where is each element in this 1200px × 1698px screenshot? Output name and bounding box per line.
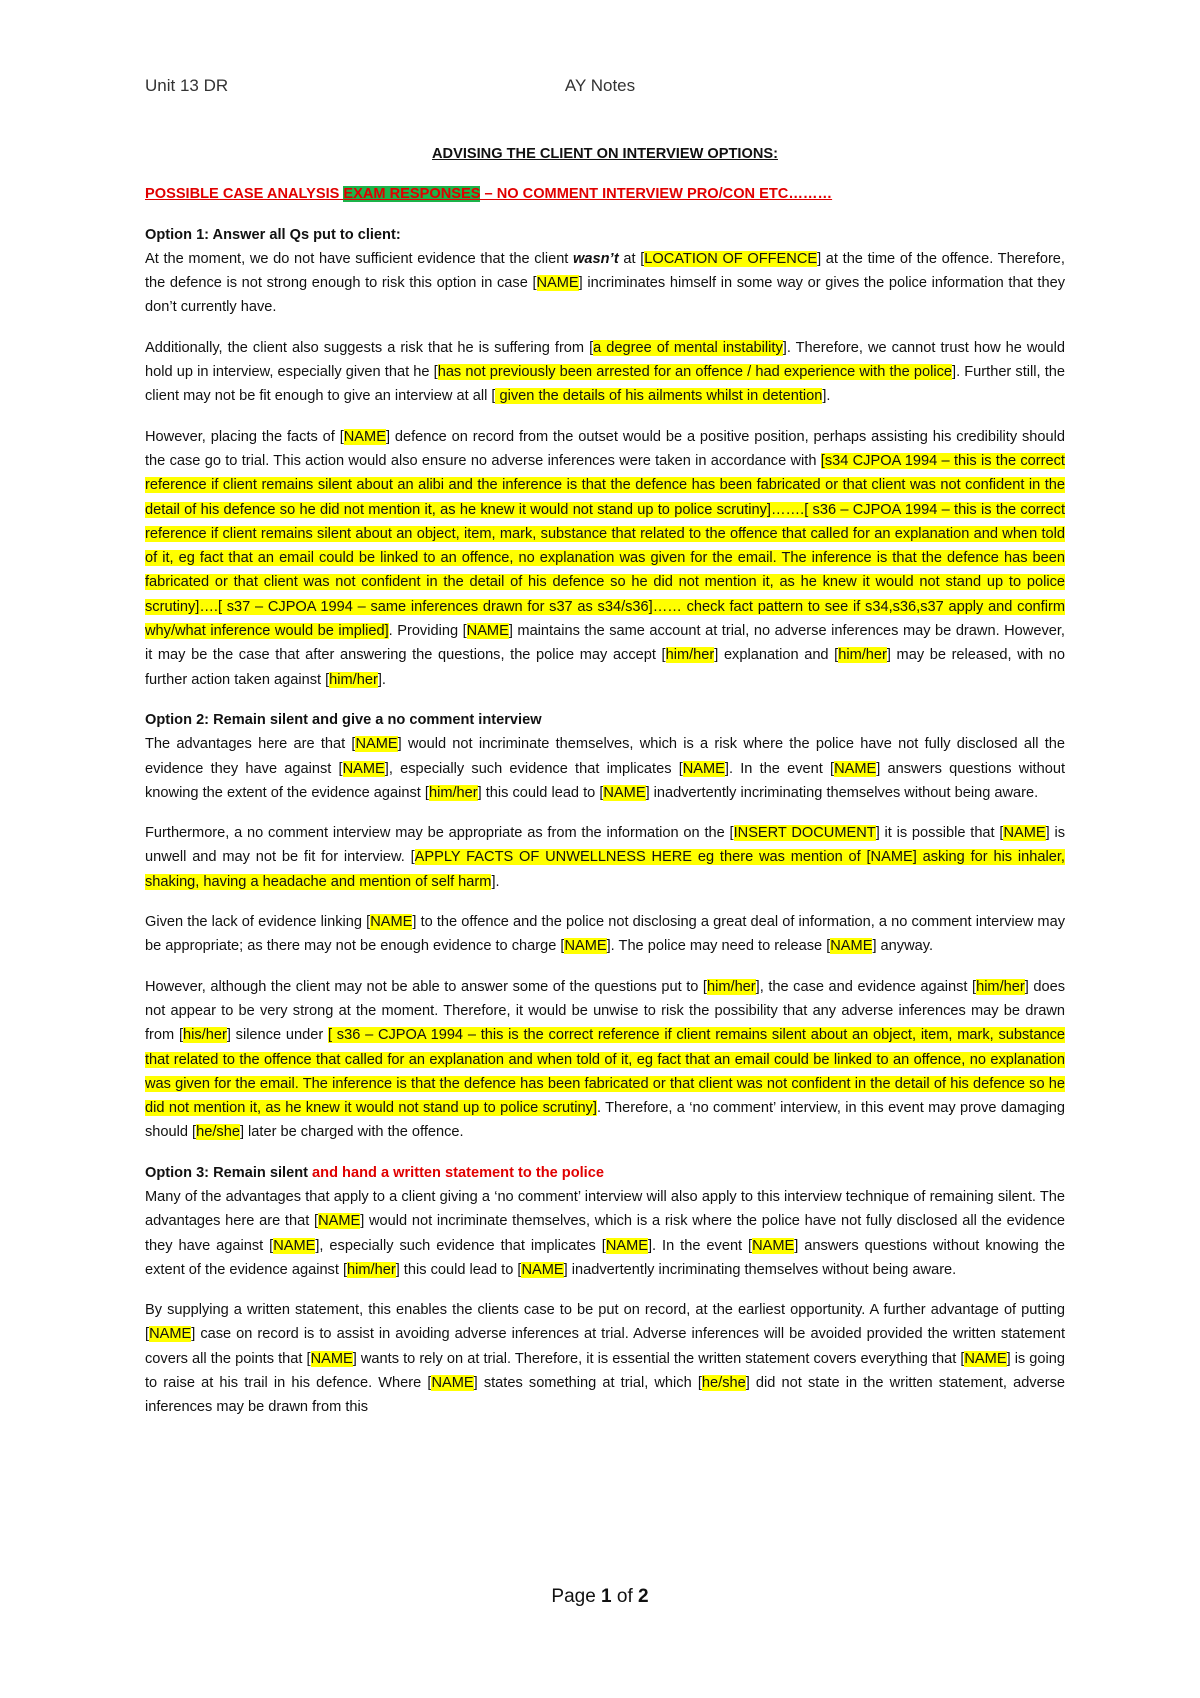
placeholder-highlight: him/her	[329, 671, 378, 688]
placeholder-highlight: him/her	[707, 978, 756, 995]
text: ] answers questions without knowing the extent of the evidence against [	[145, 1237, 1065, 1278]
text: By supplying a written statement, this enables the clients case to be put on record, at the earliest opportunity. A further advantage of putting [	[145, 1302, 1065, 1343]
statute-highlight: [s34 CJPOA 1994 – this is the correct reference if client remains silent about an alibi and the inference is that the defence has been fabricated or that client was not confident in the detail of his defence so he did not mention it, as he knew it would not stand up to police scrutiny]…….[ s36 – CJPOA 1994 – this is the correct reference if client remains silent about an object, item, mark, substance that related to the offence that called for an explanation and when told of it, eg fact that an email could be linked to an offence, no explanation was given for the email. The inference is that the defence has been fabricated or that client was not confident in the detail of his defence so he did not mention it, as he knew it would not stand up to police scrutiny]….[ s37 – CJPOA 1994 – same inferences drawn for s37 as s34/s36]…… check fact pattern to see if s34,s36,s37 apply and confirm why/what inference would be implied]	[145, 452, 1065, 640]
subtitle-part: POSSIBLE CASE ANALYSIS	[145, 186, 344, 203]
text: ] this could lead to [	[395, 1261, 522, 1278]
placeholder-highlight: NAME	[342, 760, 385, 777]
text: ] wants to rely on at trial. Therefore, it is essential the written statement covers everything that [	[352, 1350, 965, 1367]
footer-page-total: 2	[638, 1586, 649, 1607]
option2-para1	[145, 708, 1065, 805]
placeholder-highlight: NAME	[536, 275, 579, 292]
placeholder-highlight: he/she	[701, 1375, 746, 1392]
placeholder-highlight: his/her	[183, 1027, 227, 1044]
option3-heading-red: and hand a written statement to the police	[307, 1164, 604, 1181]
text: ] later be charged with the offence.	[239, 1124, 464, 1141]
placeholder-highlight: NAME	[273, 1237, 316, 1254]
option1-para1	[145, 223, 1065, 320]
placeholder-highlight: NAME	[466, 623, 509, 640]
placeholder-highlight: INSERT DOCUMENT	[733, 825, 876, 842]
placeholder-highlight: him/her	[976, 978, 1025, 995]
placeholder-highlight: LOCATION OF OFFENCE	[644, 250, 818, 267]
placeholder-highlight: NAME	[370, 914, 413, 931]
text: ], the case and evidence against [	[755, 978, 977, 995]
text: ] is unwell and may not be fit for interview. [	[145, 825, 1066, 866]
text: ] it is possible that [	[875, 825, 1004, 842]
placeholder-highlight: him/her	[428, 784, 478, 801]
placeholder-highlight: APPLY FACTS OF UNWELLNESS HERE eg there was mention of [NAME] asking for his inhaler, shaking, having a headache and mention of self harm	[145, 849, 1065, 890]
text: ] states something at trial, which [	[473, 1375, 702, 1392]
option1-heading: Option 1: Answer all Qs put to client:	[145, 226, 401, 243]
option3-heading-main: Option 3: Remain silent	[145, 1164, 308, 1181]
text: ] case on record is to assist in avoiding adverse inferences at trial. Adverse inferences will be avoided provided the written statement covers all the points that [	[145, 1326, 1065, 1367]
placeholder-highlight: NAME	[521, 1261, 564, 1278]
text: ] silence under	[226, 1027, 328, 1044]
text: ] maintains the same account at trial, no adverse inferences may be drawn. However, it may be the case that after answering the questions, the police may accept [	[145, 623, 1065, 664]
placeholder-highlight: NAME	[310, 1350, 353, 1367]
text: ]. In the event [	[724, 760, 835, 777]
subtitle-highlight: EXAM RESPONSES	[343, 186, 481, 203]
text: ] answers questions without knowing the extent of the evidence against [	[145, 760, 1066, 801]
footer-page-number: 1	[601, 1586, 612, 1607]
placeholder-highlight: NAME	[343, 428, 386, 445]
text: Furthermore, a no comment interview may be appropriate as from the information on the [	[145, 825, 734, 842]
placeholder-highlight: him/her	[665, 647, 715, 664]
text: ] this could lead to [	[477, 784, 604, 801]
placeholder-highlight: NAME	[830, 938, 873, 955]
text: ] may be released, with no further action taken against [	[145, 647, 1065, 688]
placeholder-highlight: NAME	[834, 760, 877, 777]
placeholder-highlight: NAME	[431, 1375, 474, 1392]
placeholder-highlight: given the details of his ailments whilst in detention	[495, 388, 823, 405]
text: At the moment, we do not have sufficient evidence that the client	[145, 250, 574, 267]
option3-heading	[145, 1165, 604, 1181]
page-footer	[0, 1586, 1200, 1608]
option2-para3	[145, 910, 1065, 959]
option2-para2	[145, 821, 1065, 894]
placeholder-highlight: NAME	[564, 938, 607, 955]
text: ], especially such evidence that implicates [	[315, 1237, 606, 1254]
placeholder-highlight: NAME	[605, 1237, 648, 1254]
option1-para2	[145, 336, 1065, 409]
page-header	[145, 76, 1055, 100]
text: ].	[377, 671, 386, 688]
placeholder-highlight: NAME	[752, 1237, 795, 1254]
text: ] anyway.	[872, 938, 933, 955]
text: ] to the offence and the police not disclosing a great deal of information, a no comment interview may be appropriate; as there may not be enough evidence to charge [	[145, 914, 1065, 955]
text: ] at the time of the offence. Therefore, the defence is not strong enough to risk this option in case [	[145, 250, 1065, 292]
text: ] is going to raise at his trail in his defence. Where [	[145, 1350, 1066, 1392]
emphasis: wasn’t	[573, 250, 619, 267]
placeholder-highlight: NAME	[355, 736, 398, 753]
text: ]. The police may need to release [	[606, 938, 831, 955]
header-unit: Unit 13 DR	[145, 76, 229, 95]
option3-para1	[145, 1161, 1065, 1282]
text: . Providing [	[388, 623, 467, 640]
option1-para3	[145, 425, 1065, 692]
option2-para4	[145, 975, 1065, 1145]
text: Many of the advantages that apply to a client giving a ‘no comment’ interview will also apply to this interview technique of remaining silent. The advantages here are that [	[145, 1188, 1065, 1230]
footer-page-label: Page	[551, 1586, 602, 1607]
text: ].	[822, 388, 831, 405]
document-subtitle	[145, 182, 1065, 206]
placeholder-highlight: him/her	[347, 1261, 396, 1278]
text: ], especially such evidence that implicates [	[384, 760, 683, 777]
text: ]. In the event [	[647, 1237, 753, 1254]
document-title: ADVISING THE CLIENT ON INTERVIEW OPTIONS:	[432, 146, 778, 162]
text: The advantages here are that [	[145, 736, 356, 753]
text: ] does not appear to be very strong at the moment. Therefore, it would be unwise to risk the possibility that any adverse inferences may be drawn from [	[145, 978, 1065, 1044]
text: at [	[618, 250, 645, 267]
text: However, although the client may not be able to answer some of the questions put to [	[145, 978, 707, 995]
placeholder-highlight: he/she	[196, 1124, 240, 1141]
option2-heading: Option 2: Remain silent and give a no comment interview	[145, 711, 542, 728]
text: ] incriminates himself in some way or gives the police information that they don’t currently have.	[145, 275, 1065, 316]
placeholder-highlight: NAME	[964, 1350, 1007, 1367]
header-notes: AY Notes	[564, 76, 636, 95]
statute-highlight: [ s36 – CJPOA 1994 – this is the correct reference if client remains silent about an object, item, mark, substance that related to the offence that called for an explanation and when told of it, eg fact that an email could be linked to an offence, no explanation was given for the email. The inference is that the defence has been fabricated or that client was not confident in the detail of his defence so he did not mention it, as he knew it would not stand up to police scrutiny]	[145, 1027, 1065, 1117]
placeholder-highlight: NAME	[682, 760, 725, 777]
placeholder-highlight: him/her	[838, 647, 887, 664]
text: ] defence on record from the outset would be a positive position, perhaps assisting his credibility should the case go to trial. This action would also ensure no adverse inferences were taken in accordance with	[145, 428, 1065, 469]
placeholder-highlight: NAME	[318, 1213, 361, 1230]
text: ] would not incriminate themselves, which is a risk where the police have not fully disclosed all the evidence they have against [	[145, 736, 1065, 777]
text: ]. Therefore, we cannot trust how he would hold up in interview, especially given that he [	[145, 339, 1065, 381]
text: ].	[491, 873, 500, 890]
text: ]. Further still, the client may not be fit enough to give an interview at all [	[145, 364, 1065, 405]
text: ] would not incriminate themselves, which is a risk where the police have not fully disclosed all the evidence they have against [	[145, 1213, 1065, 1254]
placeholder-highlight: NAME	[603, 784, 646, 801]
placeholder-highlight: has not previously been arrested for an offence / had experience with the police	[437, 364, 953, 381]
text: . Therefore, a ‘no comment’ interview, in this event may prove damaging should [	[145, 1100, 1065, 1141]
placeholder-highlight: a degree of mental instability	[593, 339, 783, 356]
text: Additionally, the client also suggests a risk that he is suffering from [	[145, 339, 594, 356]
text: ] inadvertently incriminating themselves without being aware.	[563, 1261, 957, 1278]
text: Given the lack of evidence linking [	[145, 914, 371, 931]
option3-para2	[145, 1298, 1065, 1419]
text: ] did not state in the written statement, adverse inferences may be drawn from this	[145, 1375, 1065, 1416]
text: ] inadvertently incriminating themselves without being aware.	[645, 784, 1039, 801]
footer-of-label: of	[611, 1586, 639, 1607]
text: ] explanation and [	[714, 647, 839, 664]
placeholder-highlight: NAME	[149, 1326, 192, 1343]
document-body	[145, 142, 1065, 1436]
placeholder-highlight: NAME	[1003, 825, 1046, 842]
subtitle-part: – NO COMMENT INTERVIEW PRO/CON ETC………	[480, 186, 833, 203]
text: However, placing the facts of [	[145, 428, 344, 445]
